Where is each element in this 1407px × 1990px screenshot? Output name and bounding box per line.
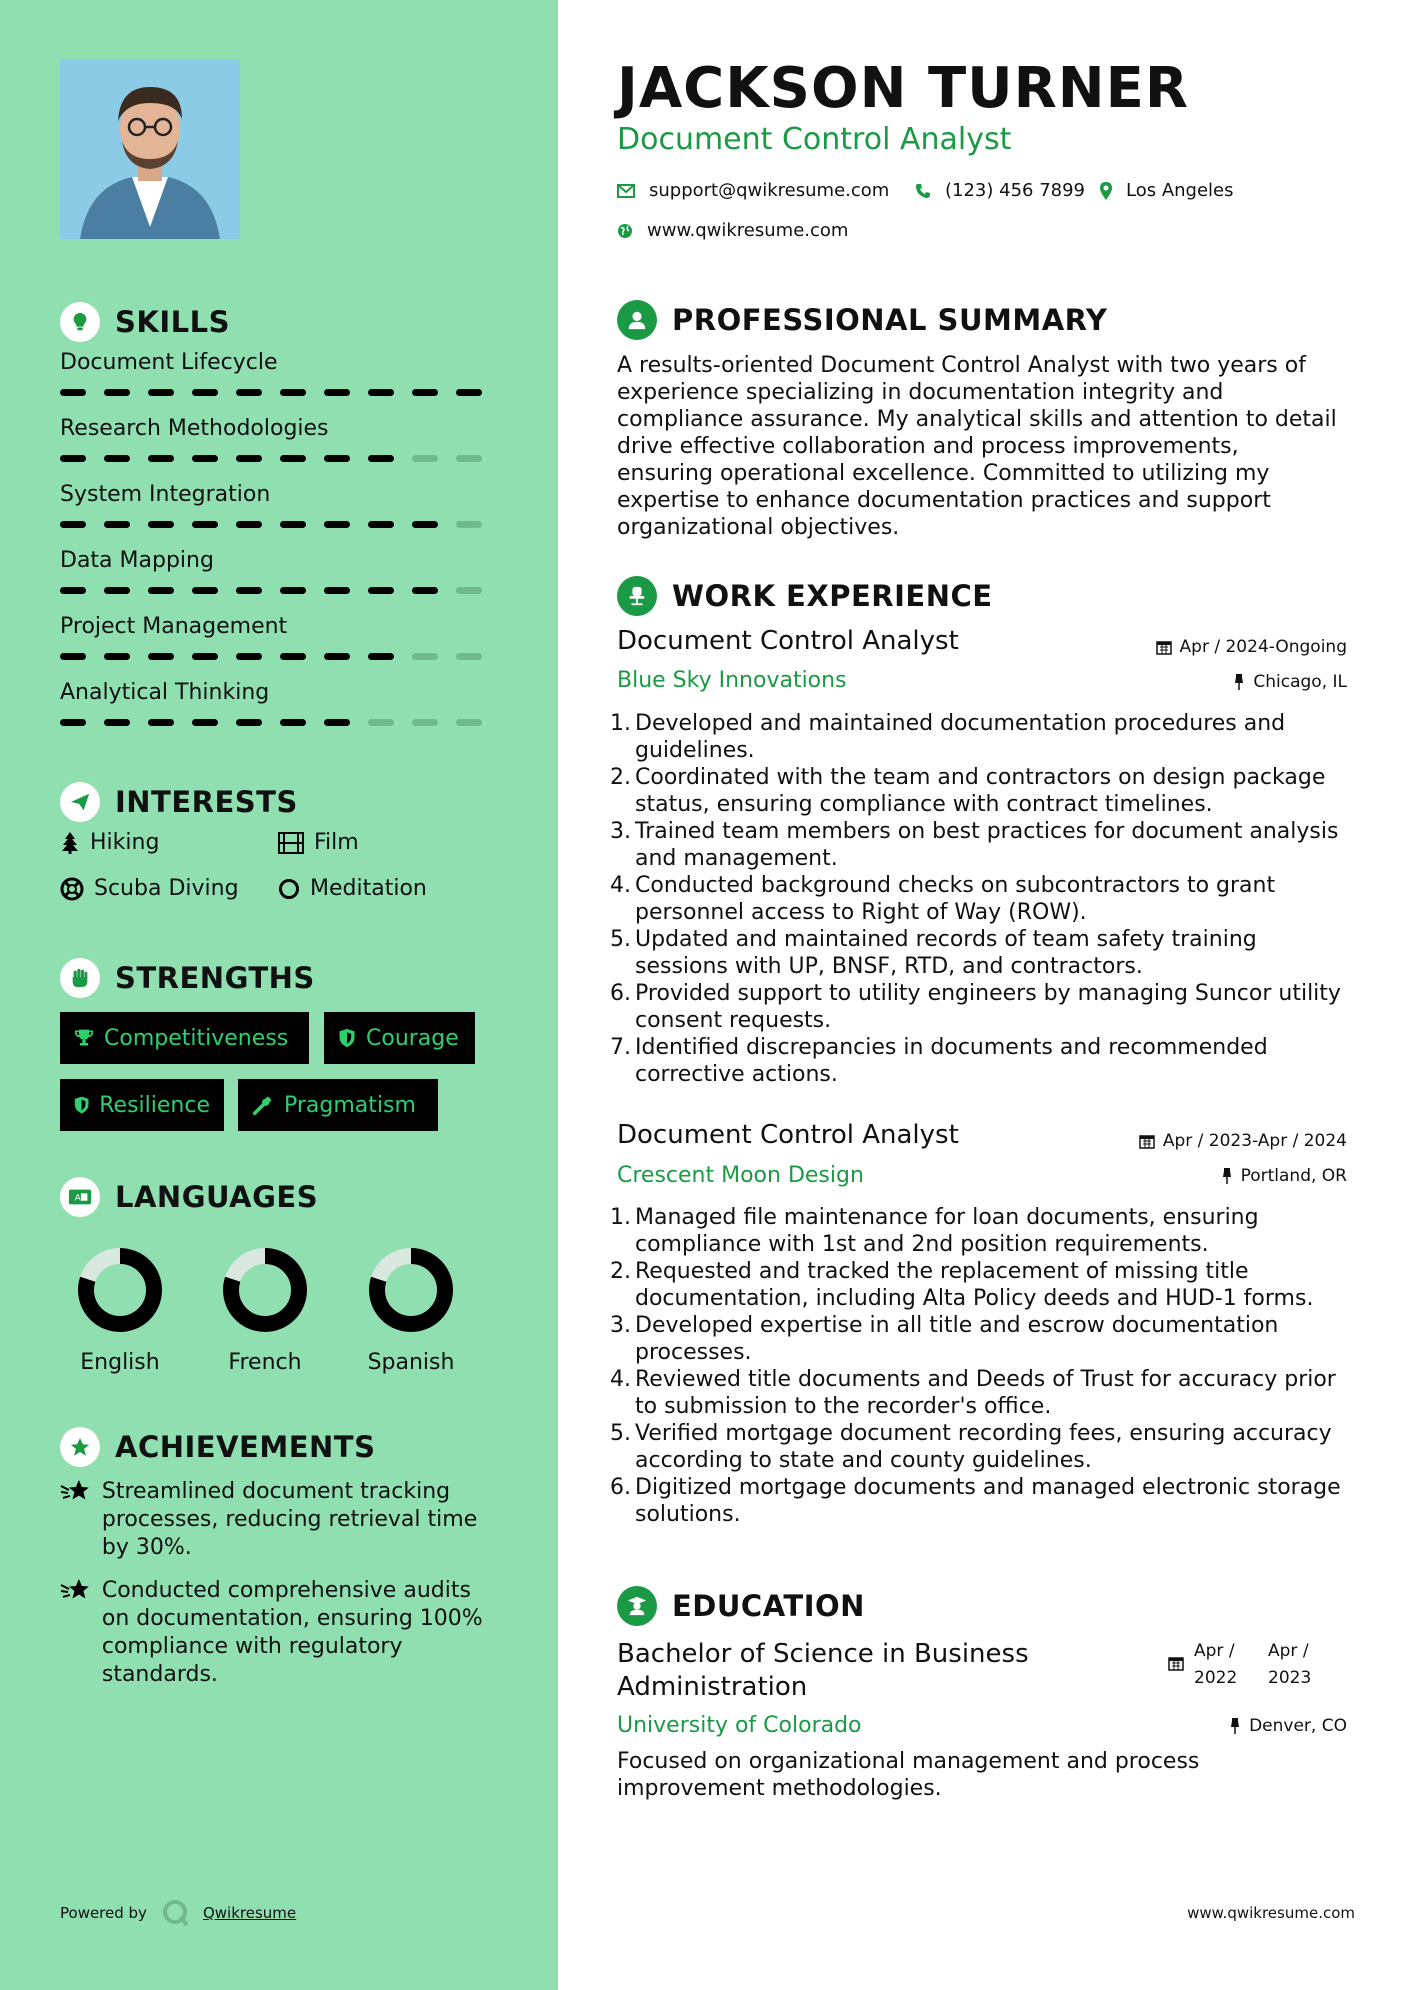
skill-dash-filled	[60, 587, 86, 594]
pushpin-icon	[1221, 1168, 1233, 1184]
skill-item	[60, 482, 500, 528]
skill-dash-filled	[324, 653, 350, 660]
globe-icon	[617, 223, 633, 239]
skill-dash-empty	[456, 587, 482, 594]
skill-dash-filled	[148, 653, 174, 660]
job-dates-text: Apr / 2024-Ongoing	[1179, 637, 1347, 657]
skill-label: Research Methodologies	[60, 416, 329, 441]
language-donut	[215, 1240, 315, 1340]
job-bullet: 4. Conducted background checks on subcontractors to grant personnel access to Right of Way (ROW).	[610, 872, 1350, 926]
svg-text:A: A	[74, 1192, 81, 1204]
skill-dash-filled	[280, 653, 306, 660]
job-bullet: 3. Trained team members on best practices for document analysis and management.	[610, 818, 1350, 872]
skill-dash-filled	[104, 521, 130, 528]
shield-icon	[74, 1095, 89, 1115]
strength-badge	[238, 1079, 438, 1131]
edu-start-date	[1194, 1638, 1237, 1692]
achievements-heading	[60, 1427, 375, 1467]
job-bullet-text: Identified discrepancies in documents and recommended corrective actions.	[635, 1035, 1268, 1087]
languages-title: LANGUAGES	[115, 1180, 319, 1214]
calendar-icon	[1156, 639, 1172, 655]
pushpin-icon	[1233, 674, 1245, 690]
office-chair-icon	[617, 576, 657, 616]
job-bullet: 2. Coordinated with the team and contractors on design package status, ensuring compliance with contract timelines.	[610, 764, 1350, 818]
phone-icon	[915, 183, 931, 199]
skill-dash-filled	[148, 389, 174, 396]
interest-item	[278, 876, 427, 901]
job-bullet-text: Managed file maintenance for loan documents, ensuring compliance with 1st and 2nd position requirements.	[635, 1205, 1259, 1257]
strength-label: Competitiveness	[104, 1025, 289, 1051]
phone-text: (123) 456 7899	[945, 180, 1086, 201]
edu-start-month: Apr /	[1194, 1641, 1235, 1661]
skill-dash-filled	[236, 521, 262, 528]
edu-location-text: Denver, CO	[1249, 1716, 1347, 1736]
skill-dash-filled	[148, 455, 174, 462]
interest-item	[60, 876, 239, 901]
job-bullet: 6. Provided support to utility engineers by managing Suncor utility consent requests.	[610, 980, 1350, 1034]
skills-heading	[60, 302, 230, 342]
language-item	[60, 1240, 180, 1375]
education-title: EDUCATION	[672, 1589, 865, 1623]
edu-location	[1229, 1716, 1347, 1736]
summary-text: A results-oriented Document Control Analyst with two years of experience specializing in documentation integrity and compliance assurance. My analytical skills and attention to detail drive effective collaboration and process improvements, ensuring operational excellence. Committed to utilizing my expertise to enhance documentation practices and support organizational objectives.	[617, 353, 1337, 540]
achievement-item	[60, 1577, 500, 1689]
skill-dash-filled	[324, 389, 350, 396]
skill-dash-empty	[456, 521, 482, 528]
life-ring-icon	[60, 877, 84, 901]
job-bullet: 6. Digitized mortgage documents and managed electronic storage solutions.	[610, 1474, 1350, 1528]
job-bullet-text: Developed expertise in all title and escrow documentation processes.	[635, 1313, 1279, 1365]
interest-label: Scuba Diving	[94, 876, 239, 901]
strength-badge	[60, 1012, 309, 1064]
interest-label: Hiking	[90, 830, 160, 855]
qwikresume-link[interactable]: Qwikresume	[202, 1904, 297, 1922]
language-item	[351, 1240, 471, 1375]
skill-dash-filled	[148, 587, 174, 594]
strengths-title: STRENGTHS	[115, 961, 315, 995]
skill-item	[60, 614, 500, 660]
job-bullet: 1. Managed file maintenance for loan documents, ensuring compliance with 1st and 2nd position requirements.	[610, 1204, 1350, 1258]
profile-photo	[60, 59, 240, 239]
user-icon	[617, 300, 657, 340]
translate-icon	[60, 1177, 100, 1217]
job-title: Document Control Analyst	[617, 1120, 959, 1150]
skill-dash-filled	[104, 389, 130, 396]
skill-dash-filled	[60, 521, 86, 528]
job-bullet-text: Trained team members on best practices for document analysis and management.	[635, 819, 1339, 871]
skill-dash-filled	[148, 719, 174, 726]
skill-dash-filled	[280, 587, 306, 594]
achievement-text: Streamlined document tracking processes, reducing retrieval time by 30%.	[101, 1479, 478, 1560]
language-donut	[70, 1240, 170, 1340]
skill-item	[60, 548, 500, 594]
map-pin-icon	[1100, 182, 1112, 200]
language-label: English	[80, 1350, 160, 1375]
summary-heading	[617, 300, 1107, 340]
skill-dash-filled	[192, 521, 218, 528]
language-donut	[361, 1240, 461, 1340]
skill-dash-filled	[148, 521, 174, 528]
strength-label: Courage	[366, 1025, 459, 1051]
skill-dash-filled	[236, 455, 262, 462]
skill-dash-filled	[60, 389, 86, 396]
skill-dash-filled	[368, 455, 394, 462]
job-dates	[1156, 637, 1347, 657]
edu-start-year: 2022	[1194, 1668, 1238, 1688]
interests-heading	[60, 782, 298, 822]
candidate-role: Document Control Analyst	[617, 122, 1012, 157]
edu-end-month: Apr /	[1268, 1641, 1309, 1661]
job-location	[1233, 672, 1347, 692]
skill-dash-filled	[280, 455, 306, 462]
skill-dash-filled	[412, 521, 438, 528]
job-bullet-text: Developed and maintained documentation procedures and guidelines.	[635, 711, 1286, 763]
skill-dash-filled	[368, 653, 394, 660]
skill-dash-filled	[456, 389, 482, 396]
education-heading	[617, 1586, 865, 1626]
strengths-heading	[60, 958, 315, 998]
email-text: support@qwikresume.com	[649, 180, 890, 201]
skill-meter	[60, 587, 500, 594]
contact-phone[interactable]	[915, 180, 1085, 201]
job-company: Crescent Moon Design	[617, 1163, 864, 1188]
skill-item	[60, 416, 500, 462]
skill-dash-filled	[104, 719, 130, 726]
skill-dash-filled	[368, 389, 394, 396]
location-text: Los Angeles	[1126, 180, 1234, 201]
skill-dash-filled	[412, 389, 438, 396]
calendar-icon	[1139, 1133, 1155, 1149]
languages-heading	[60, 1177, 318, 1217]
skill-label: System Integration	[60, 482, 271, 507]
contact-website[interactable]	[617, 220, 848, 241]
job-location-text: Portland, OR	[1240, 1166, 1347, 1186]
skill-dash-filled	[236, 389, 262, 396]
website-text: www.qwikresume.com	[647, 220, 849, 241]
skill-dash-filled	[236, 587, 262, 594]
trophy-icon	[74, 1028, 94, 1048]
skill-dash-filled	[192, 719, 218, 726]
graduate-icon	[617, 1586, 657, 1626]
skill-dash-filled	[192, 653, 218, 660]
circle-icon	[278, 878, 300, 900]
powered-by-label: Powered by	[60, 1904, 147, 1922]
job-bullet: 4. Reviewed title documents and Deeds of Trust for accuracy prior to submission to the recorder's office.	[610, 1366, 1350, 1420]
language-label: French	[228, 1350, 302, 1375]
job-bullet-text: Reviewed title documents and Deeds of Trust for accuracy prior to submission to the recorder's office.	[635, 1367, 1336, 1419]
skill-dash-empty	[412, 719, 438, 726]
pushpin-icon	[1229, 1718, 1241, 1734]
job-bullet-text: Updated and maintained records of team safety training sessions with UP, BNSF, RTD, and contractors.	[635, 927, 1257, 979]
job-bullet-text: Digitized mortgage documents and managed electronic storage solutions.	[635, 1475, 1341, 1527]
job-bullet: 3. Developed expertise in all title and escrow documentation processes.	[610, 1312, 1350, 1366]
sidebar	[0, 0, 558, 1990]
skill-label: Data Mapping	[60, 548, 214, 573]
skill-dash-filled	[280, 521, 306, 528]
skill-meter	[60, 653, 500, 660]
skill-dash-filled	[324, 719, 350, 726]
calendar-icon	[1168, 1655, 1184, 1671]
achievement-text: Conducted comprehensive audits on documentation, ensuring 100% compliance with regulatory standards.	[101, 1578, 483, 1687]
job-title: Document Control Analyst	[617, 626, 959, 656]
skill-dash-filled	[60, 455, 86, 462]
skill-dash-filled	[412, 587, 438, 594]
job-bullet: 5. Updated and maintained records of team safety training sessions with UP, BNSF, RTD, and contractors.	[610, 926, 1350, 980]
skill-dash-filled	[104, 653, 130, 660]
skill-dash-empty	[412, 653, 438, 660]
job-bullet-text: Coordinated with the team and contractors on design package status, ensuring compliance with contract timelines.	[635, 765, 1326, 817]
experience-title: WORK EXPERIENCE	[672, 579, 993, 613]
tree-icon	[60, 832, 80, 854]
powered-by	[60, 1898, 296, 1928]
job-bullet: 2. Requested and tracked the replacement of missing title documentation, including Alta Policy deeds and HUD-1 forms.	[610, 1258, 1350, 1312]
skill-dash-filled	[192, 587, 218, 594]
skill-dash-filled	[368, 587, 394, 594]
job-bullet-text: Conducted background checks on subcontractors to grant personnel access to Right of Way (ROW).	[635, 873, 1276, 925]
skill-dash-filled	[192, 455, 218, 462]
wrench-icon	[252, 1094, 274, 1116]
skill-meter	[60, 455, 500, 462]
fist-icon	[60, 958, 100, 998]
qwikresume-logo-icon	[161, 1898, 191, 1928]
skill-label: Analytical Thinking	[60, 680, 270, 705]
job-bullets	[610, 710, 1350, 1088]
interest-item	[60, 830, 159, 855]
language-item	[205, 1240, 325, 1375]
shooting-star-icon	[60, 1478, 90, 1504]
skill-dash-empty	[456, 653, 482, 660]
skill-dash-filled	[236, 719, 262, 726]
contact-email[interactable]	[617, 180, 889, 201]
skill-dash-filled	[236, 653, 262, 660]
edu-end-year: 2023	[1268, 1668, 1312, 1688]
job-bullet: 5. Verified mortgage document recording fees, ensuring accuracy according to state and county guidelines.	[610, 1420, 1350, 1474]
skill-dash-empty	[412, 455, 438, 462]
interest-label: Film	[314, 830, 359, 855]
job-dates	[1139, 1131, 1347, 1151]
strength-badge	[324, 1012, 475, 1064]
skill-dash-filled	[280, 389, 306, 396]
footer-url[interactable]: www.qwikresume.com	[1187, 1904, 1355, 1922]
skill-dash-filled	[280, 719, 306, 726]
star-icon	[60, 1427, 100, 1467]
skill-label: Document Lifecycle	[60, 350, 278, 375]
job-bullet: 1. Developed and maintained documentation procedures and guidelines.	[610, 710, 1350, 764]
strength-badge	[60, 1079, 224, 1131]
interest-item	[278, 830, 359, 855]
job-location	[1221, 1166, 1347, 1186]
school-name: University of Colorado	[617, 1713, 862, 1738]
skill-meter	[60, 389, 500, 396]
skill-dash-filled	[60, 653, 86, 660]
skill-meter	[60, 719, 500, 726]
skill-dash-filled	[104, 455, 130, 462]
candidate-name: JACKSON TURNER	[617, 56, 1190, 121]
achievements-title: ACHIEVEMENTS	[115, 1430, 376, 1464]
job-company: Blue Sky Innovations	[617, 668, 847, 693]
skill-dash-empty	[456, 719, 482, 726]
skill-dash-empty	[368, 719, 394, 726]
skill-item	[60, 680, 500, 726]
lightbulb-icon	[60, 302, 100, 342]
language-label: Spanish	[367, 1350, 455, 1375]
skill-dash-filled	[192, 389, 218, 396]
shield-icon	[338, 1028, 356, 1048]
skill-item	[60, 350, 500, 396]
job-dates-text: Apr / 2023-Apr / 2024	[1162, 1131, 1347, 1151]
job-bullets	[610, 1204, 1350, 1528]
job-bullet-text: Provided support to utility engineers by managing Suncor utility consent requests.	[635, 981, 1341, 1033]
skill-dash-filled	[324, 521, 350, 528]
interests-title: INTERESTS	[115, 785, 298, 819]
paper-plane-icon	[60, 782, 100, 822]
experience-heading	[617, 576, 993, 616]
job-bullet-text: Verified mortgage document recording fees, ensuring accuracy according to state and county guidelines.	[635, 1421, 1332, 1473]
skill-dash-empty	[456, 455, 482, 462]
interest-label: Meditation	[310, 876, 427, 901]
strength-label: Pragmatism	[284, 1092, 416, 1118]
strength-label: Resilience	[99, 1092, 210, 1118]
achievement-item	[60, 1478, 500, 1562]
degree-title: Bachelor of Science in Business Administration	[617, 1639, 1029, 1702]
edu-end-date	[1268, 1638, 1311, 1692]
summary-title: PROFESSIONAL SUMMARY	[672, 303, 1108, 337]
skills-title: SKILLS	[115, 305, 230, 339]
skill-dash-filled	[60, 719, 86, 726]
skill-dash-filled	[368, 521, 394, 528]
envelope-icon	[617, 184, 635, 198]
skill-dash-filled	[324, 587, 350, 594]
shooting-star-icon	[60, 1577, 90, 1603]
education-description: Focused on organizational management and process improvement methodologies.	[617, 1749, 1200, 1801]
skill-label: Project Management	[60, 614, 288, 639]
skill-dash-filled	[104, 587, 130, 594]
job-location-text: Chicago, IL	[1253, 672, 1347, 692]
contact-location	[1100, 180, 1234, 201]
skill-dash-filled	[324, 455, 350, 462]
film-icon	[278, 832, 304, 854]
skill-meter	[60, 521, 500, 528]
job-bullet: 7. Identified discrepancies in documents and recommended corrective actions.	[610, 1034, 1350, 1088]
job-bullet-text: Requested and tracked the replacement of missing title documentation, including Alta Policy deeds and HUD-1 forms.	[635, 1259, 1314, 1311]
